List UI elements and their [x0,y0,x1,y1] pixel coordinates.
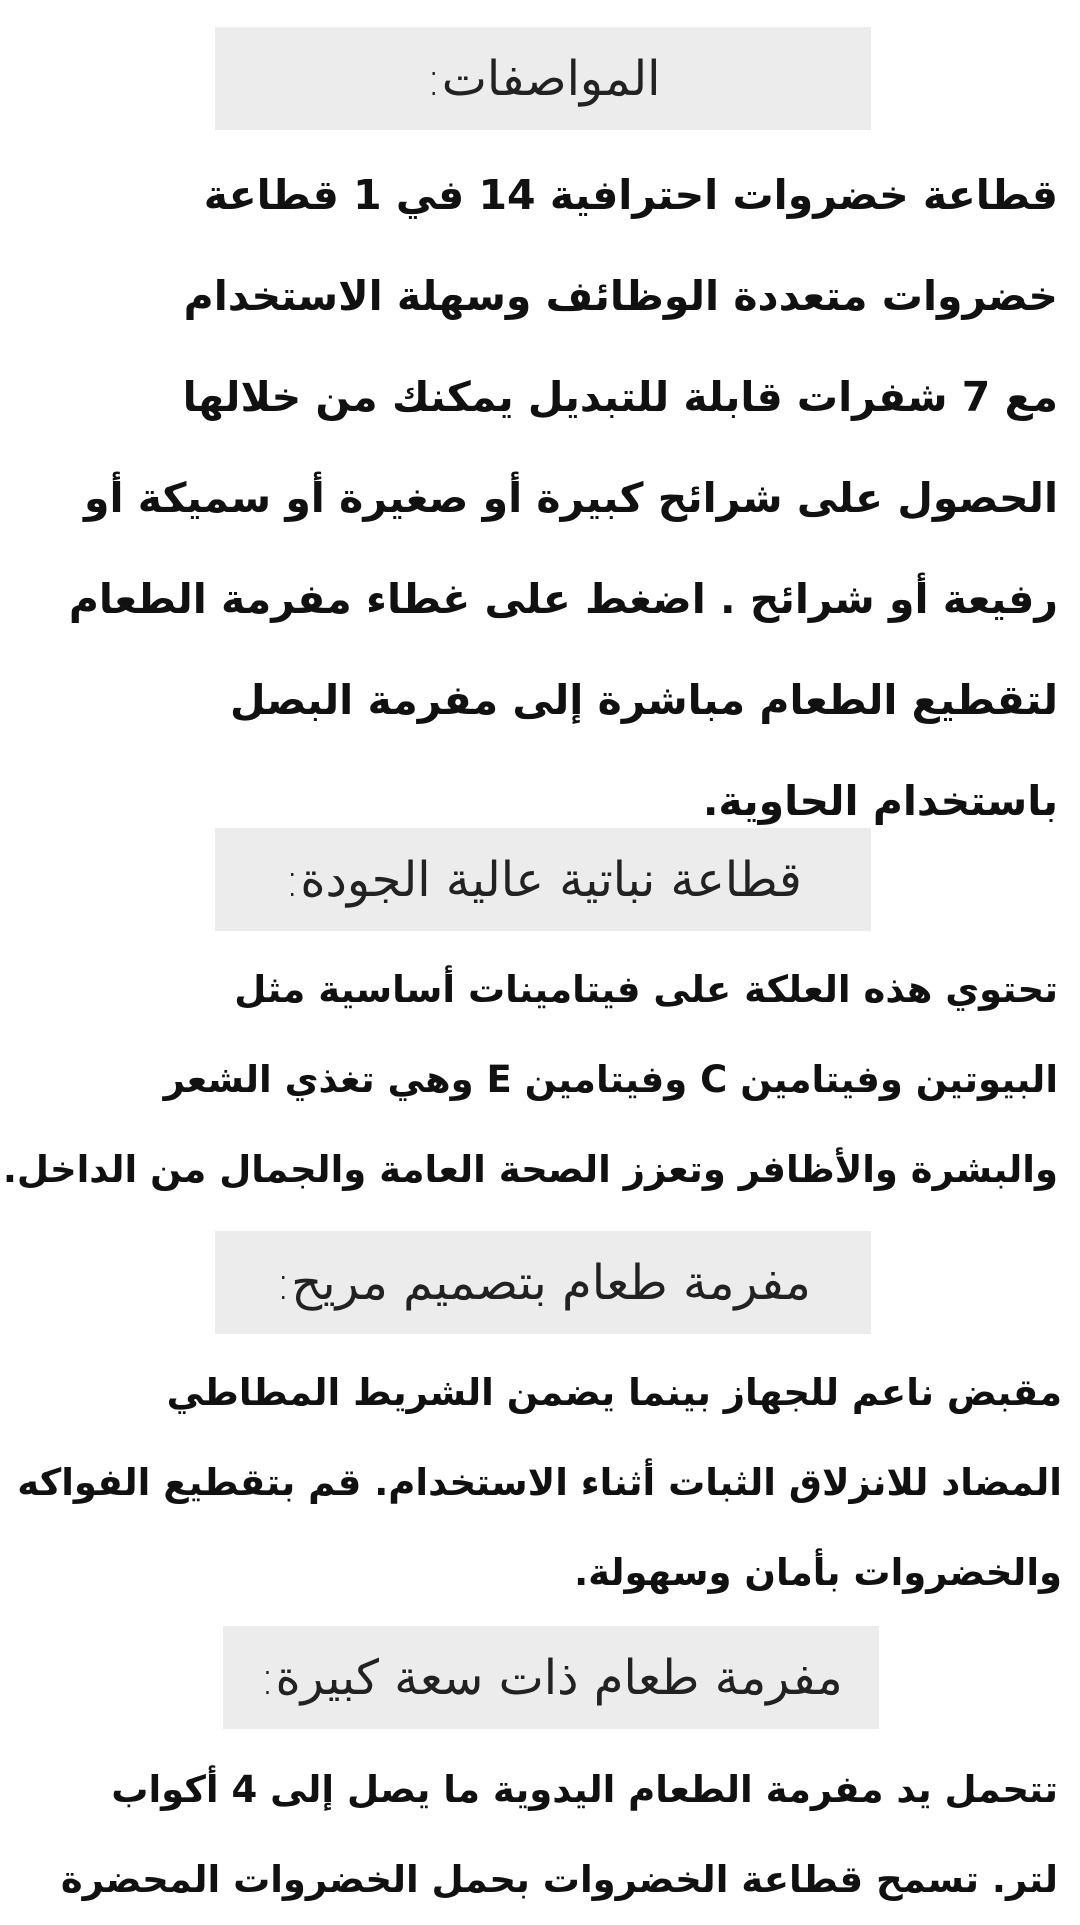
section-2-paragraph [2,945,1058,1215]
section-4-heading: مفرمة طعام ذات سعة كبيرة: [259,1649,843,1706]
paragraph-line: الحصول على شرائح كبيرة أو صغيرة أو سميكة أو [83,474,1058,522]
paragraph-line: باستخدام الحاوية. [702,777,1058,825]
paragraph-line: والبشرة والأظافر وتعزز الصحة العامة والجمال من الداخل. [2,1148,1058,1191]
section-3-heading: مفرمة طعام بتصميم مريح: [275,1254,811,1311]
paragraph-line: تحتوي هذه العلكة على فيتامينات أساسية مثل [234,968,1058,1011]
paragraph-line: تتحمل يد مفرمة الطعام اليدوية ما يصل إلى 4 أكواب [111,1768,1058,1811]
paragraph-line: مع 7 شفرات قابلة للتبديل يمكنك من خلالها [182,373,1058,421]
section-3-heading-box [215,1231,871,1334]
section-1-heading-box [215,27,871,130]
section-2-heading-box [215,828,871,931]
paragraph-line: المضاد للانزلاق الثبات أثناء الاستخدام. قم بتقطيع الفواكه [17,1461,1062,1504]
paragraph-line: قطاعة خضروات احترافية 14 في 1 قطاعة [203,171,1058,219]
paragraph-line: البيوتين وفيتامين C وفيتامين E وهي تغذي الشعر [163,1058,1058,1101]
paragraph-line: لتر. تسمح قطاعة الخضروات بحمل الخضروات المحضرة [60,1858,1058,1901]
section-1-paragraph [18,145,1058,852]
paragraph-line: مقبض ناعم للجهاز بينما يضمن الشريط المطاطي [166,1371,1062,1414]
paragraph-line: لتقطيع الطعام مباشرة إلى مفرمة البصل [230,676,1058,724]
section-1-heading: المواصفات: [425,50,661,107]
paragraph-line: رفيعة أو شرائح . اضغط على غطاء مفرمة الطعام [68,575,1058,623]
paragraph-line: والخضروات بأمان وسهولة. [574,1551,1062,1594]
paragraph-line: خضروات متعددة الوظائف وسهلة الاستخدام [183,272,1058,320]
section-3-paragraph [17,1348,1062,1618]
section-4-paragraph [18,1745,1058,1925]
section-2-heading: قطاعة نباتية عالية الجودة: [284,851,802,908]
section-4-heading-box [223,1626,879,1729]
